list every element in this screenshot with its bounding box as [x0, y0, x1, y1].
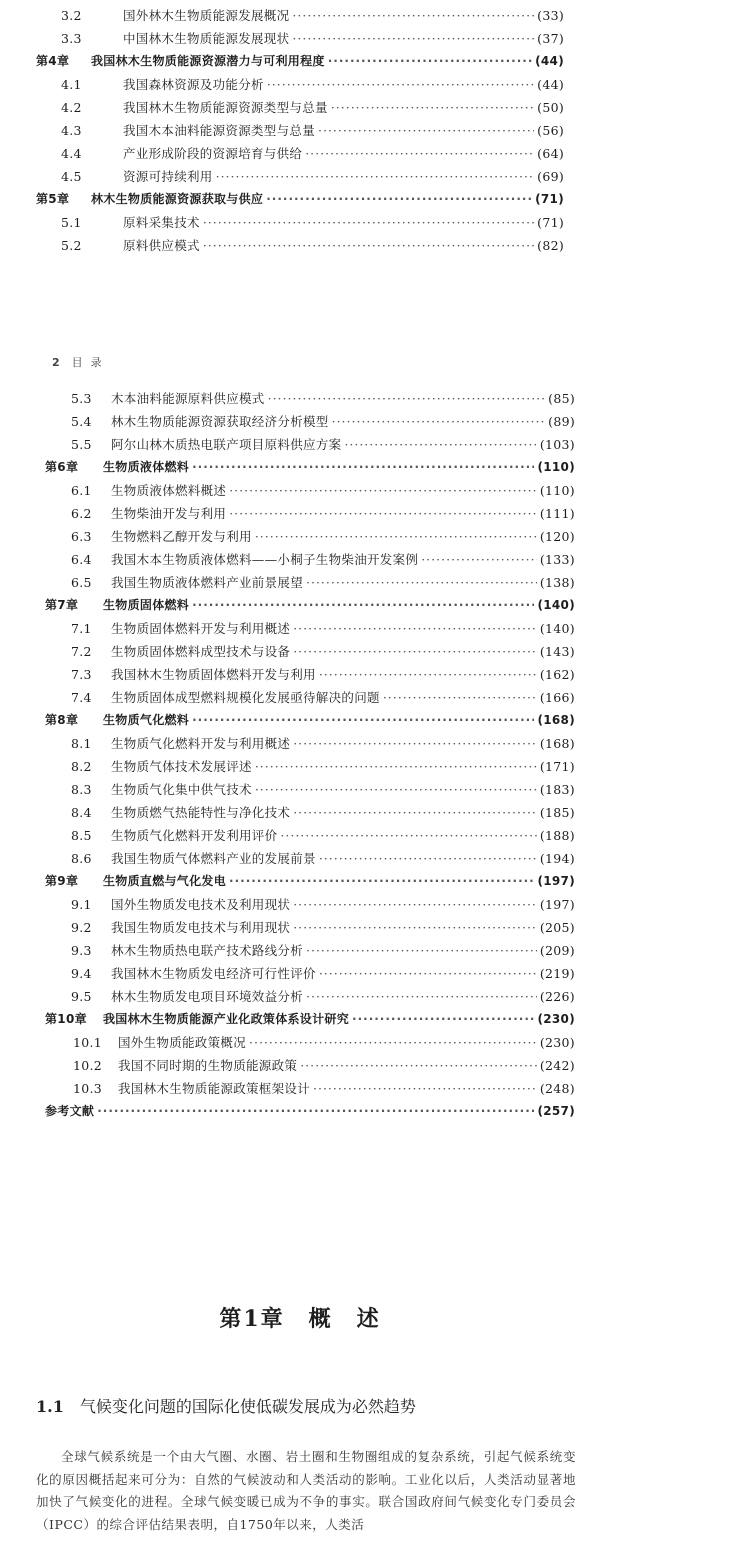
- toc-entry-page: (248): [539, 1081, 575, 1096]
- section-title: 气候变化问题的国际化使低碳发展成为必然趋势: [79, 1397, 416, 1416]
- toc-section-entry: [36, 4, 564, 27]
- toc-section-entry: [45, 479, 575, 502]
- toc-entry-number: 5.5: [71, 437, 92, 452]
- toc-section-entry: [45, 755, 575, 778]
- toc-entry-number: 5.3: [71, 391, 92, 406]
- toc-entry-number: 6.3: [71, 529, 92, 544]
- toc-entry-title: 生物质气化燃料: [103, 713, 190, 727]
- toc-list-part-1: [36, 4, 564, 257]
- toc-entry-title: 生物燃料乙醇开发与利用: [111, 529, 252, 544]
- toc-entry-number: 第8章: [45, 713, 79, 727]
- toc-entry-title: 我国木本油料能源资源类型与总量: [123, 123, 316, 138]
- toc-entry-title: 我国生物质液体燃料产业前景展望: [111, 575, 304, 590]
- toc-entry-title: 我国生物质发电技术与利用现状: [111, 920, 291, 935]
- toc-entry-page: (171): [539, 759, 575, 774]
- toc-leader-dots: [267, 73, 534, 96]
- toc-section-entry: [45, 387, 575, 410]
- toc-leader-dots: [331, 96, 534, 119]
- toc-entry-page: (166): [539, 690, 575, 705]
- toc-entry-number: 第5章: [36, 192, 70, 206]
- toc-leader-dots: [249, 1031, 537, 1054]
- toc-entry-page: (183): [539, 782, 575, 797]
- toc-section-entry: [45, 548, 575, 571]
- toc-leader-dots: [203, 234, 534, 257]
- toc-entry-page: (230): [539, 1035, 575, 1050]
- toc-section-entry: [45, 663, 575, 686]
- toc-chapter-entry: [45, 1100, 575, 1123]
- toc-entry-number: 10.1: [73, 1035, 103, 1050]
- toc-entry-title: 中国林木生物质能源发展现状: [123, 31, 290, 46]
- toc-leader-dots: [352, 1008, 534, 1031]
- toc-chapter-entry: [36, 50, 564, 73]
- toc-entry-number: 9.4: [71, 966, 92, 981]
- section-heading: [36, 1394, 416, 1417]
- toc-leader-dots: [319, 962, 537, 985]
- toc-entry-number: 第4章: [36, 54, 70, 68]
- toc-section-entry: [45, 640, 575, 663]
- toc-entry-page: (71): [535, 192, 564, 206]
- toc-leader-dots: [229, 502, 537, 525]
- toc-leader-dots: [306, 571, 537, 594]
- toc-entry-title: 林木生物质能源资源获取经济分析模型: [111, 414, 329, 429]
- toc-entry-title: 我国林木生物质能源政策框架设计: [118, 1081, 311, 1096]
- toc-entry-number: 第6章: [45, 460, 79, 474]
- toc-leader-dots: [293, 893, 537, 916]
- toc-entry-number: 9.2: [71, 920, 92, 935]
- toc-entry-page: (82): [537, 238, 564, 253]
- toc-leader-dots: [383, 686, 537, 709]
- toc-entry-title: 生物质气体技术发展评述: [111, 759, 252, 774]
- toc-entry-title: 我国森林资源及功能分析: [123, 77, 264, 92]
- toc-section-entry: [45, 410, 575, 433]
- toc-entry-number: 4.3: [61, 123, 82, 138]
- toc-section-entry: [45, 962, 575, 985]
- toc-entry-number: 10.3: [73, 1081, 103, 1096]
- toc-entry-title: 生物质直燃与气化发电: [103, 874, 227, 888]
- toc-entry-title: 我国木本生物质液体燃料——小桐子生物柴油开发案例: [111, 552, 419, 567]
- toc-entry-number: 10.2: [73, 1058, 103, 1073]
- toc-section-entry: [45, 732, 575, 755]
- toc-leader-dots: [328, 50, 532, 73]
- toc-entry-page: (44): [537, 77, 564, 92]
- toc-entry-number: 4.4: [61, 146, 82, 161]
- toc-section-entry: [45, 433, 575, 456]
- toc-section-entry: [45, 778, 575, 801]
- toc-section-entry: [45, 847, 575, 870]
- toc-entry-title: 我国林木生物质固体燃料开发与利用: [111, 667, 316, 682]
- toc-leader-dots: [293, 916, 537, 939]
- page-number: 2: [52, 356, 60, 369]
- toc-entry-number: 6.1: [71, 483, 92, 498]
- toc-entry-title: 我国林木生物质能源资源类型与总量: [123, 100, 328, 115]
- toc-entry-number: 8.1: [71, 736, 92, 751]
- toc-leader-dots: [266, 188, 532, 211]
- body-paragraph: 全球气候系统是一个由大气圈、水圈、岩土圈和生物圈组成的复杂系统，引起气候系统变化的原因概括起来可分为：自然的气候波动和人类活动的影响。工业化以后，人类活动显著地加快了气候变化的进程。全球气候变暖已成为不争的事实。联合国政府间气候变化专门委员会（IPCC）的综合评估结果表明，自1750年以来，人类活: [36, 1449, 576, 1532]
- toc-entry-title: 原料采集技术: [123, 215, 200, 230]
- toc-entry-page: (197): [537, 874, 575, 888]
- toc-entry-title: 生物质气化集中供气技术: [111, 782, 252, 797]
- toc-entry-title: 生物质固体燃料: [103, 598, 190, 612]
- toc-chapter-entry: [45, 1008, 575, 1031]
- toc-entry-page: (168): [537, 713, 575, 727]
- toc-leader-dots: [255, 755, 537, 778]
- toc-leader-dots: [319, 847, 537, 870]
- toc-entry-number: 9.5: [71, 989, 92, 1004]
- toc-leader-dots: [318, 119, 534, 142]
- toc-entry-page: (188): [539, 828, 575, 843]
- toc-section-entry: [45, 1031, 575, 1054]
- toc-entry-page: (242): [539, 1058, 575, 1073]
- toc-section-entry: [45, 686, 575, 709]
- toc-entry-page: (185): [539, 805, 575, 820]
- toc-entry-title: 生物柴油开发与利用: [111, 506, 227, 521]
- toc-chapter-entry: [45, 870, 575, 893]
- toc-entry-page: (168): [539, 736, 575, 751]
- toc-entry-title: 林木生物质发电项目环境效益分析: [111, 989, 304, 1004]
- toc-leader-dots: [216, 165, 535, 188]
- toc-leader-dots: [319, 663, 537, 686]
- toc-leader-dots: [306, 985, 537, 1008]
- toc-leader-dots: [255, 778, 537, 801]
- toc-leader-dots: [255, 525, 537, 548]
- toc-leader-dots: [293, 732, 537, 755]
- toc-entry-title: 林木生物质能源资源获取与供应: [91, 192, 264, 206]
- toc-entry-page: (56): [537, 123, 564, 138]
- toc-entry-title: 我国林木生物质发电经济可行性评价: [111, 966, 316, 981]
- toc-entry-page: (103): [539, 437, 575, 452]
- toc-section-entry: [36, 165, 564, 188]
- toc-section-entry: [45, 985, 575, 1008]
- toc-section-entry: [36, 73, 564, 96]
- toc-entry-page: (138): [539, 575, 575, 590]
- toc-entry-page: (205): [539, 920, 575, 935]
- toc-entry-number: 第7章: [45, 598, 79, 612]
- toc-section-entry: [36, 211, 564, 234]
- toc-entry-number: 4.5: [61, 169, 82, 184]
- toc-leader-dots: [313, 1077, 537, 1100]
- toc-entry-page: (69): [537, 169, 564, 184]
- toc-leader-dots: [97, 1100, 534, 1123]
- toc-section-entry: [45, 502, 575, 525]
- toc-section-entry: [45, 1077, 575, 1100]
- toc-section-entry: [45, 801, 575, 824]
- toc-entry-page: (64): [537, 146, 564, 161]
- toc-entry-page: (85): [548, 391, 575, 406]
- toc-entry-number: 8.2: [71, 759, 92, 774]
- toc-entry-number: 7.4: [71, 690, 92, 705]
- toc-leader-dots: [280, 824, 536, 847]
- toc-chapter-entry: [45, 709, 575, 732]
- toc-section-entry: [36, 142, 564, 165]
- toc-entry-page: (71): [537, 215, 564, 230]
- toc-entry-title: 原料供应模式: [123, 238, 200, 253]
- toc-entry-page: (37): [537, 31, 564, 46]
- toc-entry-title: 国外生物质发电技术及利用现状: [111, 897, 291, 912]
- toc-entry-title: 我国林木生物质能源产业化政策体系设计研究: [103, 1012, 350, 1026]
- toc-entry-page: (143): [539, 644, 575, 659]
- toc-entry-number: 4.1: [61, 77, 82, 92]
- toc-section-entry: [45, 525, 575, 548]
- toc-entry-page: (44): [535, 54, 564, 68]
- toc-leader-dots: [293, 617, 537, 640]
- toc-entry-title: 木本油料能源原料供应模式: [111, 391, 265, 406]
- toc-chapter-entry: [45, 456, 575, 479]
- toc-leader-dots: [229, 870, 534, 893]
- toc-entry-page: (133): [539, 552, 575, 567]
- page-header: [52, 354, 110, 370]
- toc-entry-title: 我国林木生物质能源资源潜力与可利用程度: [91, 54, 325, 68]
- toc-entry-title: 生物质液体燃料: [103, 460, 190, 474]
- toc-entry-number: 8.4: [71, 805, 92, 820]
- toc-entry-title: 林木生物质热电联产技术路线分析: [111, 943, 304, 958]
- toc-entry-title: 阿尔山林木质热电联产项目原料供应方案: [111, 437, 342, 452]
- toc-leader-dots: [229, 479, 537, 502]
- toc-entry-page: (110): [537, 460, 575, 474]
- toc-entry-title: 产业形成阶段的资源培育与供给: [123, 146, 303, 161]
- toc-entry-page: (140): [539, 621, 575, 636]
- toc-entry-title: 生物质固体燃料开发与利用概述: [111, 621, 291, 636]
- toc-chapter-entry: [45, 594, 575, 617]
- toc-entry-number: 6.4: [71, 552, 92, 567]
- toc-entry-page: (219): [539, 966, 575, 981]
- toc-entry-number: 7.2: [71, 644, 92, 659]
- toc-entry-number: 8.3: [71, 782, 92, 797]
- toc-entry-number: 4.2: [61, 100, 82, 115]
- toc-entry-title: 国外生物质能政策概况: [118, 1035, 247, 1050]
- toc-leader-dots: [293, 640, 537, 663]
- toc-entry-page: (209): [539, 943, 575, 958]
- header-label: 目录: [71, 356, 110, 369]
- toc-chapter-entry: [36, 188, 564, 211]
- toc-entry-number: 3.2: [61, 8, 82, 23]
- section-number: 1.1: [36, 1397, 64, 1416]
- toc-entry-title: 生物质气化燃料开发利用评价: [111, 828, 278, 843]
- toc-section-entry: [36, 27, 564, 50]
- toc-section-entry: [36, 96, 564, 119]
- toc-entry-title: 生物质固体燃料成型技术与设备: [111, 644, 291, 659]
- toc-entry-number: 6.5: [71, 575, 92, 590]
- toc-entry-page: (162): [539, 667, 575, 682]
- toc-entry-title: 生物质燃气热能特性与净化技术: [111, 805, 291, 820]
- toc-leader-dots: [300, 1054, 537, 1077]
- toc-section-entry: [45, 893, 575, 916]
- toc-entry-number: 7.1: [71, 621, 92, 636]
- toc-entry-page: (226): [539, 989, 575, 1004]
- toc-leader-dots: [421, 548, 537, 571]
- toc-leader-dots: [305, 142, 534, 165]
- toc-leader-dots: [306, 939, 537, 962]
- toc-section-entry: [45, 1054, 575, 1077]
- toc-section-entry: [45, 916, 575, 939]
- toc-leader-dots: [203, 211, 534, 234]
- toc-entry-title: 资源可持续利用: [123, 169, 213, 184]
- toc-entry-title: 生物质气化燃料开发与利用概述: [111, 736, 291, 751]
- toc-entry-page: (197): [539, 897, 575, 912]
- toc-entry-page: (111): [539, 506, 575, 521]
- toc-section-entry: [36, 119, 564, 142]
- toc-entry-number: 5.2: [61, 238, 82, 253]
- toc-entry-page: (230): [537, 1012, 575, 1026]
- toc-entry-page: (50): [537, 100, 564, 115]
- toc-list-part-2: [45, 387, 575, 1123]
- toc-leader-dots: [268, 387, 546, 410]
- toc-entry-title: 国外林木生物质能源发展概况: [123, 8, 290, 23]
- toc-entry-number: 5.1: [61, 215, 82, 230]
- toc-leader-dots: [192, 709, 534, 732]
- toc-entry-title: 我国生物质气体燃料产业的发展前景: [111, 851, 316, 866]
- toc-entry-page: (257): [537, 1104, 575, 1118]
- toc-entry-number: 3.3: [61, 31, 82, 46]
- toc-entry-title: 参考文献: [45, 1104, 95, 1118]
- toc-entry-page: (120): [539, 529, 575, 544]
- toc-entry-page: (33): [537, 8, 564, 23]
- toc-entry-number: 7.3: [71, 667, 92, 682]
- toc-entry-number: 6.2: [71, 506, 92, 521]
- toc-entry-number: 9.1: [71, 897, 92, 912]
- toc-leader-dots: [332, 410, 546, 433]
- toc-entry-page: (194): [539, 851, 575, 866]
- toc-section-entry: [45, 939, 575, 962]
- toc-entry-number: 第10章: [45, 1012, 87, 1026]
- toc-leader-dots: [292, 27, 534, 50]
- toc-entry-number: 9.3: [71, 943, 92, 958]
- toc-leader-dots: [192, 456, 534, 479]
- toc-entry-number: 8.6: [71, 851, 92, 866]
- toc-entry-page: (110): [539, 483, 575, 498]
- toc-entry-title: 生物质固体成型燃料规模化发展亟待解决的问题: [111, 690, 380, 705]
- toc-section-entry: [36, 234, 564, 257]
- toc-section-entry: [45, 571, 575, 594]
- toc-leader-dots: [344, 433, 536, 456]
- chapter-title: 第1章 概 述: [219, 1306, 381, 1332]
- toc-entry-number: 8.5: [71, 828, 92, 843]
- toc-section-entry: [45, 824, 575, 847]
- toc-entry-number: 第9章: [45, 874, 79, 888]
- toc-entry-page: (89): [548, 414, 575, 429]
- toc-entry-title: 生物质液体燃料概述: [111, 483, 227, 498]
- toc-entry-number: 5.4: [71, 414, 92, 429]
- toc-section-entry: [45, 617, 575, 640]
- toc-leader-dots: [293, 801, 537, 824]
- toc-leader-dots: [292, 4, 534, 27]
- toc-entry-title: 我国不同时期的生物质能源政策: [118, 1058, 298, 1073]
- toc-entry-page: (140): [537, 598, 575, 612]
- toc-leader-dots: [192, 594, 534, 617]
